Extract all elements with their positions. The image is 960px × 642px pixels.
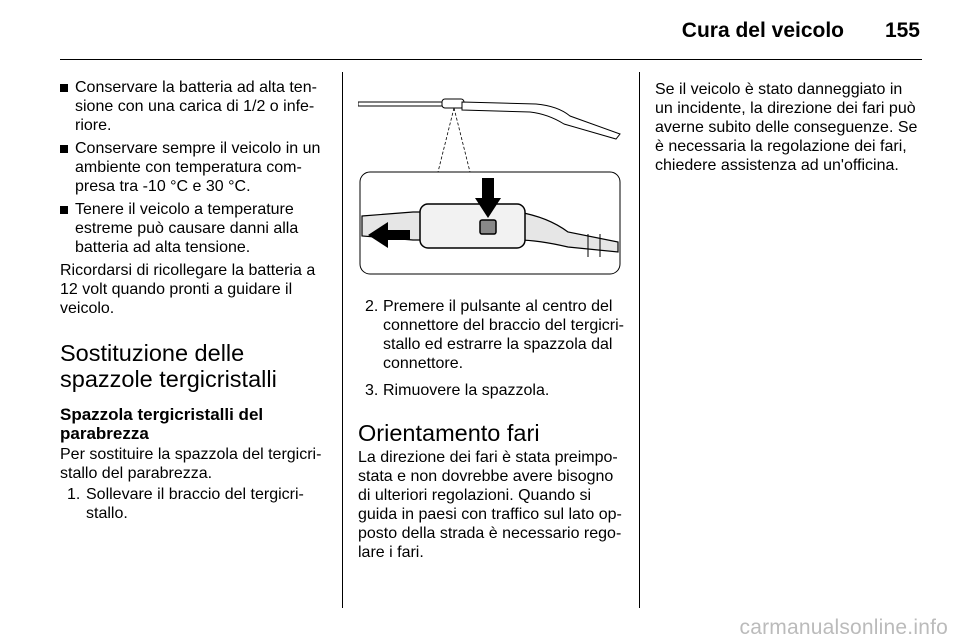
section-heading: Orientamento fari [358, 420, 540, 446]
column-divider [639, 72, 640, 608]
numbered-step: 2. Premere il pulsante al centro del connettore del braccio del tergicri-stallo ed estrarre la spazzola dal connettore. [365, 298, 625, 372]
section-heading: Sostituzione delle spazzole tergicristalli [60, 340, 277, 392]
column-right [655, 78, 923, 175]
column-middle [358, 297, 626, 562]
column-divider [342, 72, 343, 608]
column-left [60, 78, 330, 531]
bullet-item: Conservare sempre il veicolo in un ambiente con temperatura com-presa tra -10 °C e 30 °C. [60, 139, 330, 196]
page-header [60, 0, 922, 60]
paragraph: Per sostituire la spazzola del tergicri-stallo del parabrezza. [60, 446, 322, 482]
section-title: Cura del veicolo [681, 19, 844, 42]
numbered-step: 3. Rimuovere la spazzola. [365, 382, 550, 399]
subsection-heading: Spazzola tergicristalli del parabrezza [60, 405, 264, 443]
bullet-item: Conservare la batteria ad alta ten-sione con una carica di 1/2 o infe-riore. [60, 78, 330, 135]
wiper-blade-connector-diagram-icon [358, 92, 628, 282]
bullet-square-icon [60, 145, 68, 153]
paragraph: Ricordarsi di ricollegare la batteria a 12 volt quando pronti a guidare il veicolo. [60, 262, 316, 317]
page-number: 155 [884, 19, 920, 42]
paragraph: La direzione dei fari è stata preimpo-stata e non dovrebbe avere bisogno di ulteriori regolazioni. Quando si guida in paesi con traffico sul lato op-posto della strada è necessario rego-lare i fari. [358, 449, 622, 561]
bullet-item: Tenere il veicolo a temperature estreme può causare danni alla batteria ad alta tensione. [60, 200, 330, 257]
paragraph: Se il veicolo è stato danneggiato in un incidente, la direzione dei fari può averne subito delle conseguenze. Se è necessaria la regolazione dei fari, chiedere assistenza ad un'officina. [655, 81, 918, 174]
watermark: carmanualsonline.info [739, 616, 948, 639]
bullet-square-icon [60, 206, 68, 214]
numbered-step: 1. Sollevare il braccio del tergicri-stallo. [67, 486, 304, 522]
bullet-square-icon [60, 84, 68, 92]
